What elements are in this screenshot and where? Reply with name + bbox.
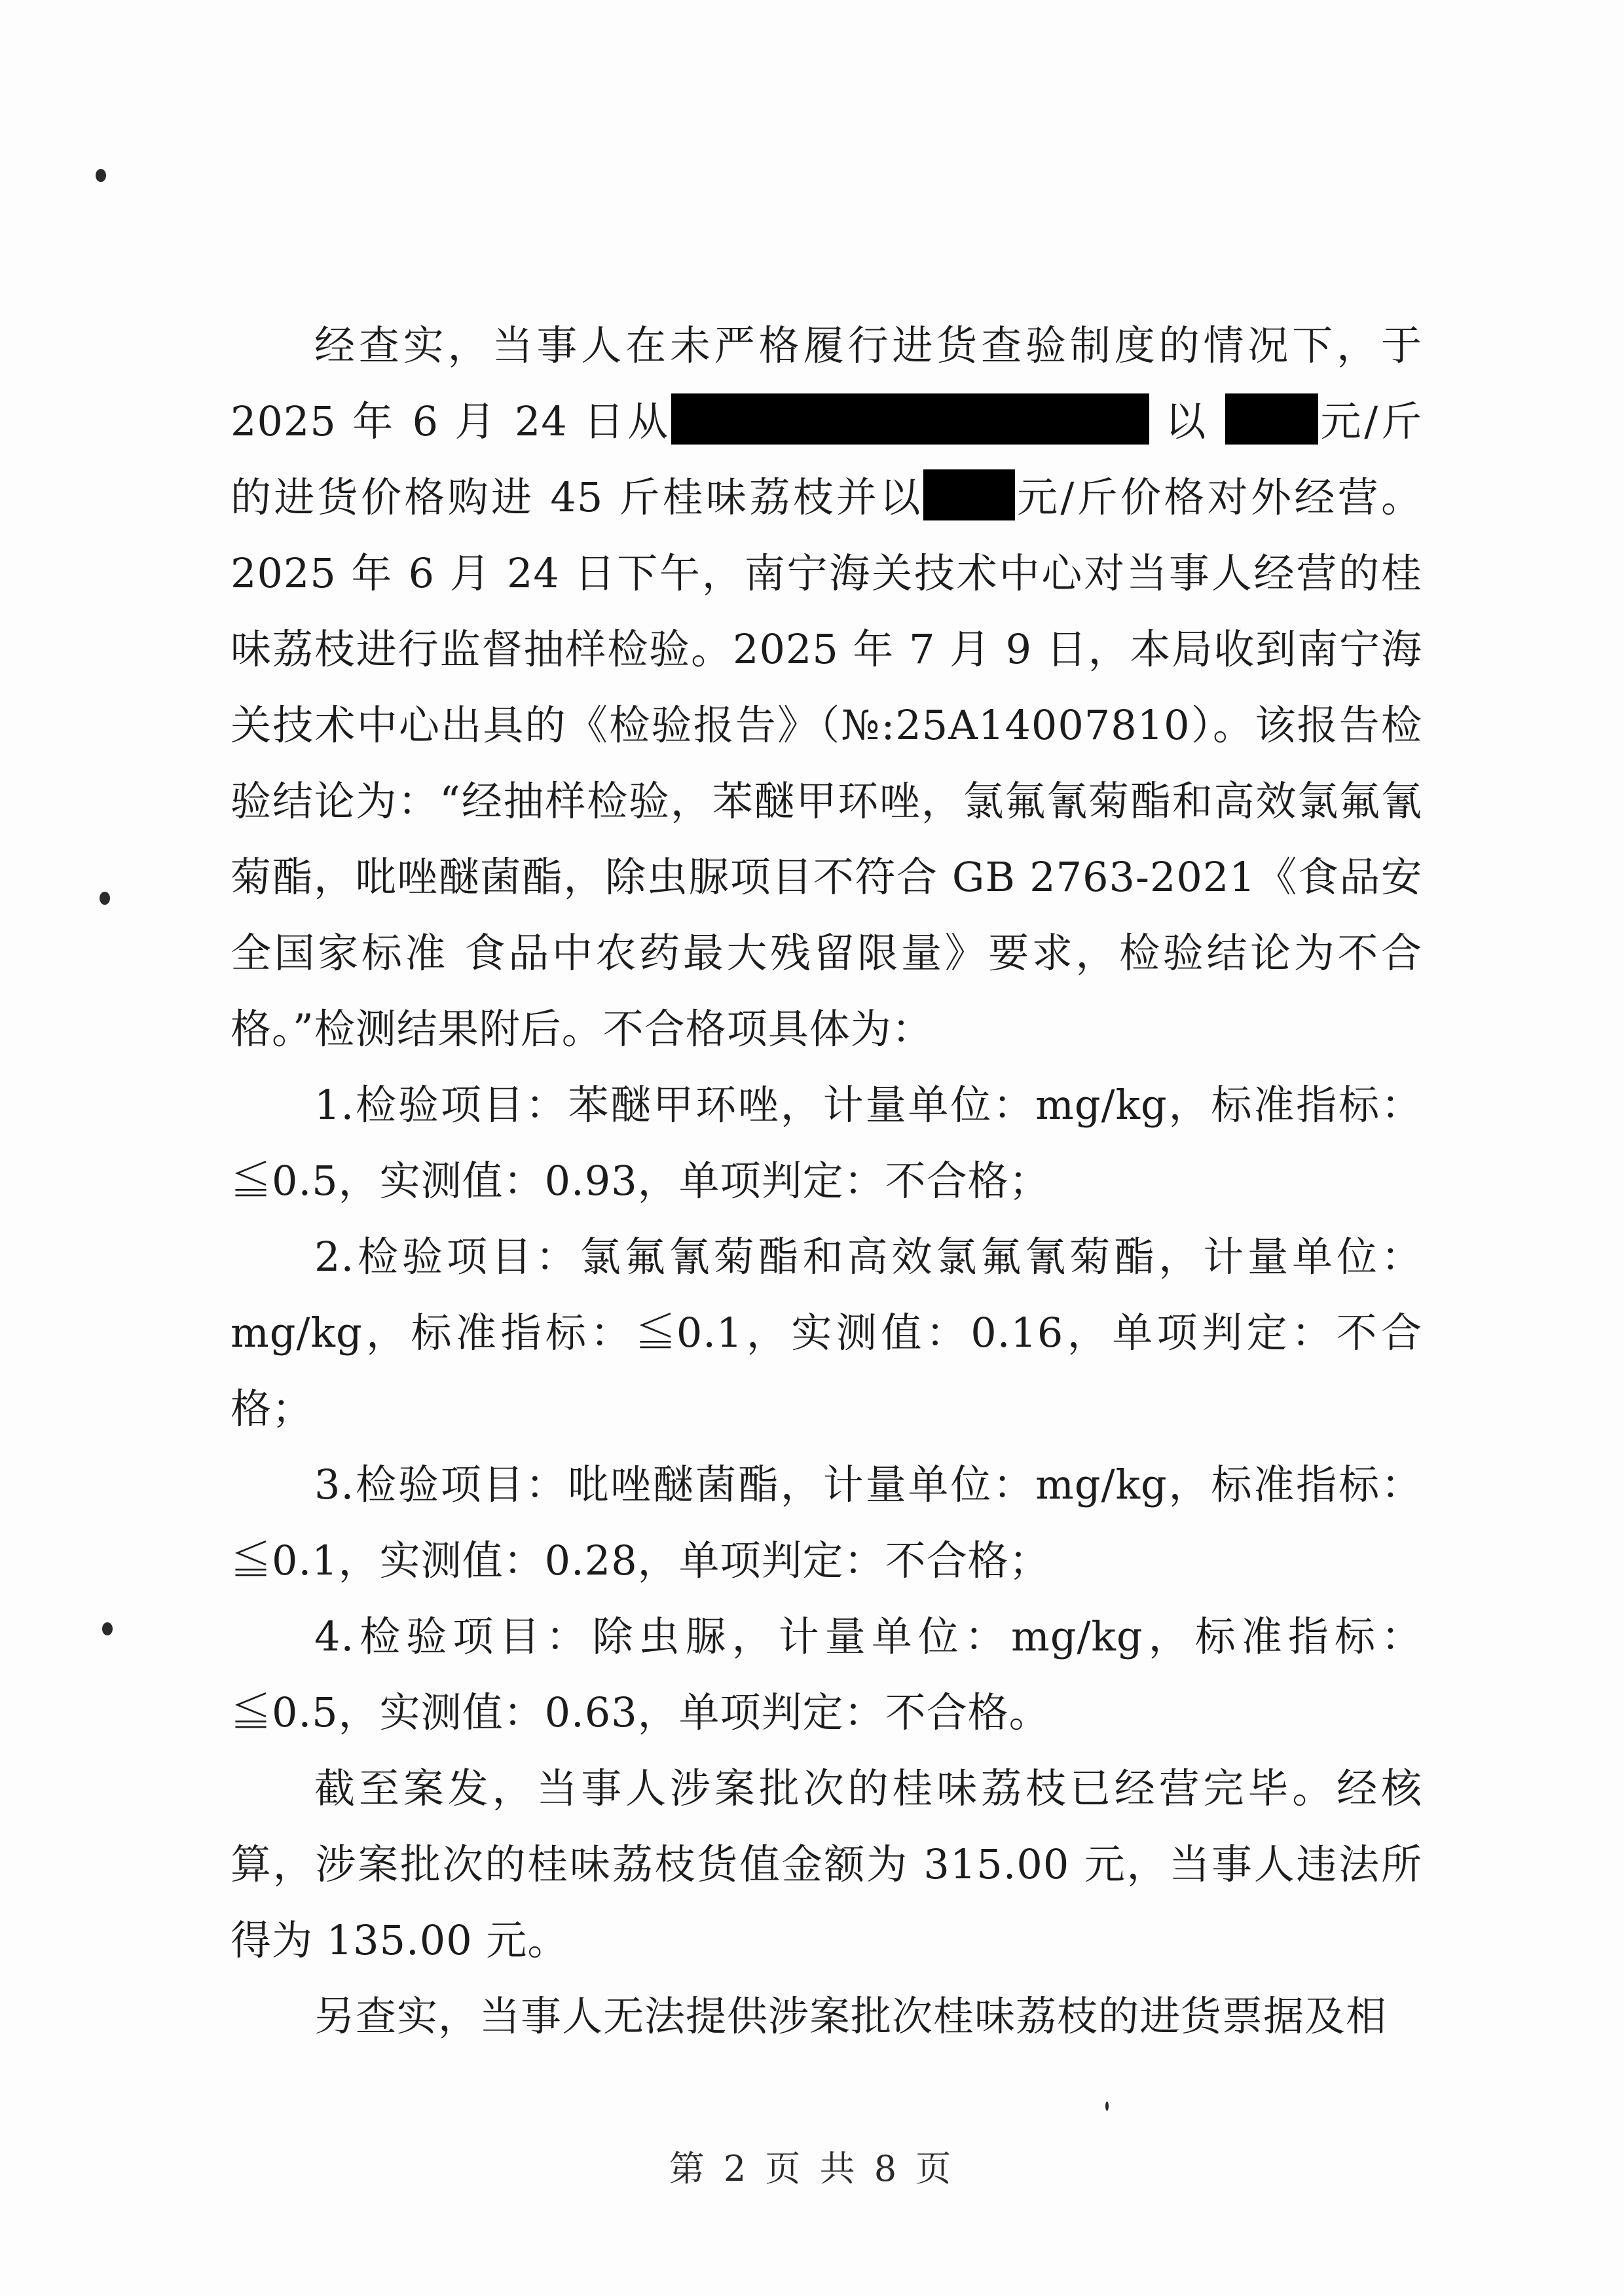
facts-text-2: 2025 年 6 月 24 日从 [231,397,671,445]
list-item: 2.检验项目：氯氟氰菊酯和高效氯氟氰菊酯，计量单位：mg/kg，标准指标：≦0.1，实测值：0.16，单项判定：不合格； [231,1233,1422,1432]
paragraph-additional: 另查实，当事人无法提供涉案批次桂味荔枝的进货票据及相 [314,1992,1388,2040]
document-body [231,308,1422,2054]
redacted-supplier [671,393,1149,445]
binding-hole-mark-bottom [102,1622,113,1635]
redacted-purchase-price [1225,393,1318,445]
list-item: 3.检验项目：吡唑醚菌酯，计量单位：mg/kg，标准指标：≦0.1，实测值：0.28，单项判定：不合格； [231,1461,1422,1584]
facts-text-5: 元/斤价格对外经营。 [1014,473,1423,521]
list-item: 1.检验项目：苯醚甲环唑，计量单位：mg/kg，标准指标：≦0.5，实测值：0.93，单项判定：不合格； [231,1081,1422,1205]
facts-text-3: 以 [1149,397,1225,445]
page-number: 第 2 页 共 8 页 [669,2148,955,2189]
facts-text-1: 经查实，当事人在未严格履行进货查验制度的情况下，于 [314,321,1422,369]
facts-text-4: 元/斤的进货价格购进 45 斤桂味荔枝并以 [231,397,1422,521]
redacted-sale-price [923,469,1015,520]
paragraph-value: 截至案发，当事人涉案批次的桂味荔枝已经营完毕。经核算，涉案批次的桂味荔枝货值金额为 315.00 元，当事人违法所得为 135.00 元。 [231,1764,1422,1964]
binding-hole-mark-middle [100,892,110,905]
stray-mark [1105,2102,1109,2111]
list-item: 4.检验项目：除虫脲，计量单位：mg/kg，标准指标：≦0.5，实测值：0.63，单项判定：不合格。 [231,1613,1422,1736]
facts-text-6: 2025 年 6 月 24 日下午，南宁海关技术中心对当事人经营的桂味荔枝进行监督抽样检验。2025 年 7 月 9 日，本局收到南宁海关技术中心出具的《检验报告》（№:25A14007810）。该报告检验结论为：“经抽样检验，苯醚甲环唑，氯氟氰菊酯和高效氯氟氰菊酯，吡唑醚菌酯，除虫脲项目不符合 GB 2763-2021《食品安全国家标准 食品中农药最大残留限量》要求，检验结论为不合格。”检测结果附后。不合格项具体为： [231,549,1422,1053]
paragraph-facts [231,308,1422,1067]
binding-hole-mark-top [96,169,106,182]
